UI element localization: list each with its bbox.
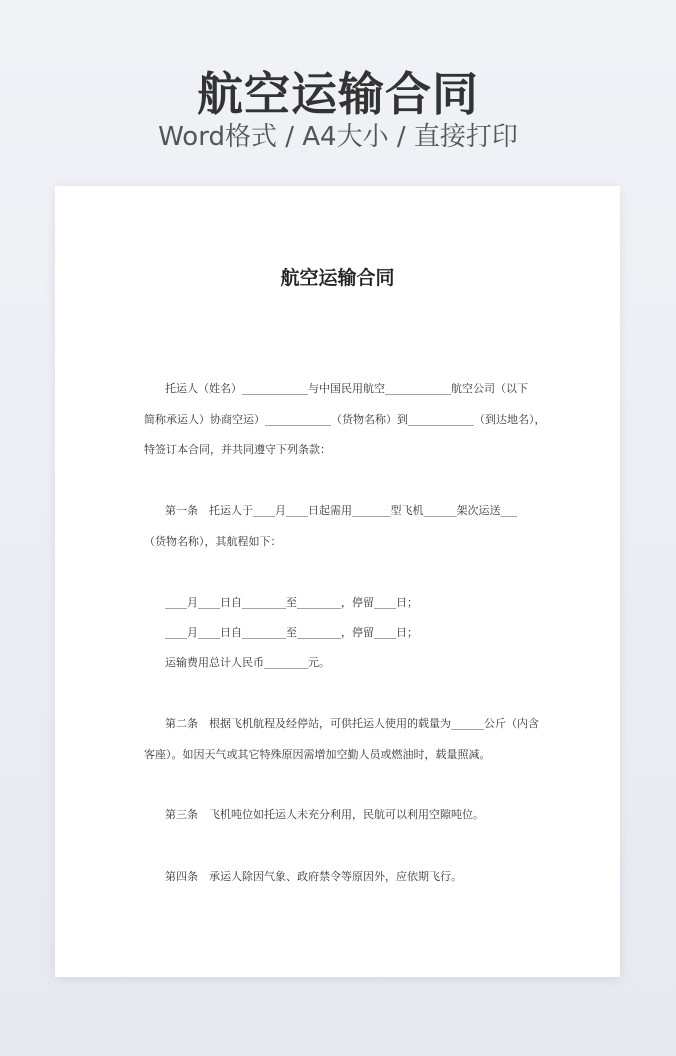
clause-2-line: 客座）。如因天气或其它特殊原因需增加空勤人员或燃油时，载量照减。 [144, 748, 491, 761]
header-subtitle: Word格式 / A4大小 / 直接打印 [158, 122, 518, 152]
paragraph-line: 托运人（姓名）____________与中国民用航空____________航空公司（以下 [165, 382, 528, 395]
clause-1-line: 第一条 托运人于____月____日起需用_______型飞机______架次运送___ [165, 504, 517, 517]
clause-3-line: 第三条 飞机吨位如托运人未充分利用，民航可以利用空隙吨位。 [165, 808, 484, 821]
document-title: 航空运输合同 [280, 267, 395, 289]
document-page [55, 186, 620, 977]
clause-4-line: 第四条 承运人除因气象、政府禁令等原因外，应依期飞行。 [165, 870, 462, 883]
itinerary-line: ____月____日自________至________，停留____日； [165, 626, 418, 639]
header-title: 航空运输合同 [197, 67, 479, 121]
paragraph-line: 简称承运人）协商空运）____________（货物名称）到____________（到达地名）， [144, 413, 546, 426]
itinerary-line: ____月____日自________至________，停留____日； [165, 596, 418, 609]
paragraph-line: 特签订本合同，并共同遵守下列条款： [144, 443, 331, 456]
clause-2-line: 第二条 根据飞机航程及经停站，可供托运人使用的载量为______公斤（内含 [165, 717, 539, 730]
clause-1-line: （货物名称），其航程如下： [144, 535, 282, 548]
fee-line: 运输费用总计人民币________元。 [165, 656, 330, 669]
